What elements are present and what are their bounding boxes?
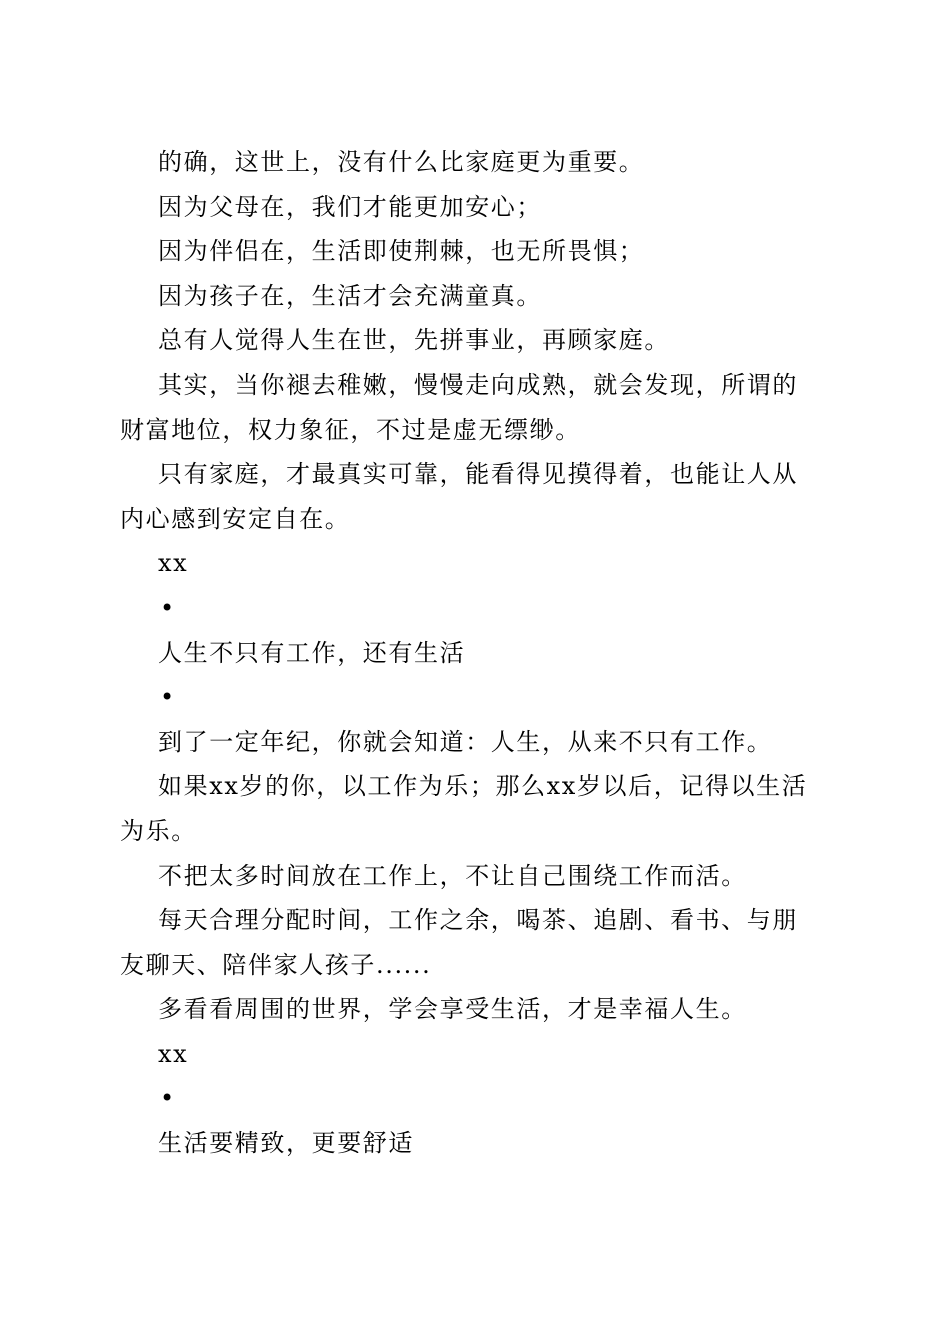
paragraph-partner: 因为伴侣在，生活即使荆棘，也无所畏惧；	[158, 237, 645, 266]
bullet-dot: •	[160, 593, 176, 622]
paragraph-happy-life: 多看看周围的世界，学会享受生活，才是幸福人生。	[158, 995, 747, 1024]
bullet-dot: •	[160, 683, 176, 712]
bullet-dot: •	[160, 1084, 176, 1113]
section-heading-work-life: 人生不只有工作，还有生活	[158, 638, 466, 667]
paragraph-certain-age: 到了一定年纪，你就会知道：人生，从来不只有工作。	[158, 727, 773, 756]
paragraph-career-first: 总有人觉得人生在世，先拼事业，再顾家庭。	[158, 326, 670, 355]
paragraph-enjoy-life: 如果xx岁的你，以工作为乐；那么xx岁以后，记得以生活为乐。	[120, 772, 808, 845]
section-number: xx	[158, 1039, 189, 1068]
paragraph-children: 因为孩子在，生活才会充满童真。	[158, 281, 542, 310]
paragraph-parents: 因为父母在，我们才能更加安心；	[158, 192, 542, 221]
paragraph-family-real: 只有家庭，才最真实可靠，能看得见摸得着，也能让人从内心感到安定自在。	[120, 460, 798, 533]
document-page	[120, 140, 822, 1166]
paragraph-maturity: 其实，当你褪去稚嫩，慢慢走向成熟，就会发现，所谓的财富地位，权力象征，不过是虚无缥缈。	[120, 370, 798, 444]
section-heading-refined-life: 生活要精致，更要舒适	[158, 1129, 414, 1158]
paragraph-daily-time: 每天合理分配时间，工作之余，喝茶、追剧、看书、与朋友聊天、陪伴家人孩子......	[120, 906, 798, 979]
paragraph-less-work: 不把太多时间放在工作上，不让自己围绕工作而活。	[158, 861, 747, 890]
section-number: xx	[158, 549, 189, 578]
paragraph-family-important: 的确，这世上，没有什么比家庭更为重要。	[158, 148, 645, 176]
